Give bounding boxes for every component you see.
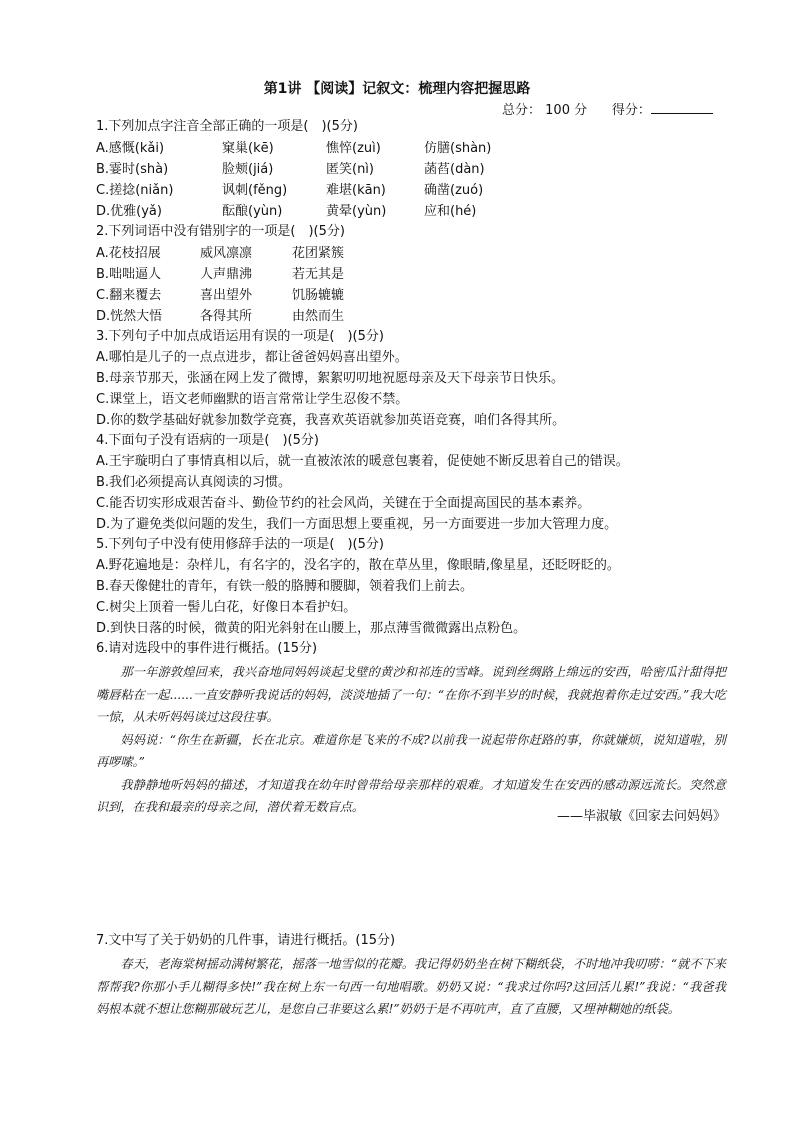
q1-row-b-3: 匿笑(nì) — [326, 162, 374, 177]
q4-option-d: D.为了避免类似问题的发生，我们一方面思想上要重视，另一方面要进一步加大管理力度。 — [96, 517, 618, 532]
q2-row-a-3: 花团紧簇 — [292, 246, 345, 261]
q7-paragraph-1: 春天，老海棠树摇动满树繁花，摇落一地雪似的花瓣。我记得奶奶坐在树下糊纸袋，不时地冲我叨唠：“就不下来帮帮我?你那小手儿糊得多快!”我在树上东一句西一句地唱歌。奶奶又说：“我求过你吗?这回活儿累!”我说：“我爸我妈根本就不想让您糊那破玩艺儿，是您自己非要这么累!”奶奶于是不再吭声，直了直腰，又埋神糊她的纸袋。 — [96, 957, 726, 1016]
q1-row-c-2: 讽刺(fěng) — [222, 183, 288, 198]
q3-option-c: C.课堂上，语文老师幽默的语言常常让学生忍俊不禁。 — [96, 392, 409, 407]
q6-paragraph-1: 那一年游敦煌回来，我兴奋地同妈妈谈起戈壁的黄沙和祁连的雪峰。说到丝绸路上绵远的安西，哈密瓜汁甜得把嘴唇粘在一起......一直安静听我说话的妈妈，淡淡地插了一句：“在你不到半岁的时候，我就抱着你走过安西。”我大吃一惊，从未听妈妈谈过这段往事。 — [96, 665, 726, 724]
q1-stem: 1.下列加点字注音全部正确的一项是( )(5分) — [96, 119, 358, 134]
score-label: 得分： — [611, 103, 651, 118]
q7-passage — [96, 953, 726, 1021]
q2-row-d-2: 各得其所 — [200, 309, 253, 324]
q1-row-c-1: C.搓捻(niǎn) — [96, 183, 174, 198]
score-blank[interactable] — [651, 101, 713, 114]
q1-row-b-1: B.霎时(shà) — [96, 162, 169, 177]
q6-passage — [96, 661, 726, 819]
q4-option-b: B.我们必须提高认真阅读的习惯。 — [96, 475, 292, 490]
q1-row-b-2: 脸颊(jiá) — [222, 162, 274, 177]
q2-row-b-1: B.咄咄逼人 — [96, 267, 162, 282]
q2-row-c-1: C.翻来覆去 — [96, 288, 162, 303]
q4-stem: 4.下面句子没有语病的一项是( )(5分) — [96, 433, 319, 448]
q7-stem: 7.文中写了关于奶奶的几件事，请进行概括。(15分) — [96, 933, 396, 948]
q6-paragraph-2: 妈妈说：“你生在新疆，长在北京。难道你是飞来的不成?以前我一说起带你赶路的事，你就嫌烦，说知道啦，别再啰嗦。” — [96, 732, 726, 769]
q6-stem: 6.请对选段中的事件进行概括。(15分) — [96, 641, 318, 656]
q1-row-d-3: 黄晕(yùn) — [326, 204, 387, 219]
q5-option-d: D.到快日落的时候，微黄的阳光斜射在山腰上，那点薄雪微微露出点粉色。 — [96, 621, 527, 636]
q2-row-a-2: 威风凛凛 — [200, 246, 253, 261]
total-label: 总分： — [502, 103, 542, 118]
q1-row-a-4: 仿膳(shàn) — [424, 141, 492, 156]
q6-paragraph-3: 我静静地听妈妈的描述，才知道我在幼年时曾带给母亲那样的艰难。才知道发生在安西的感动源远流长。突然意识到，在我和最亲的母亲之间，潜伏着无数盲点。 — [96, 777, 726, 814]
q5-option-a: A.野花遍地是：杂样儿，有名字的，没名字的，散在草丛里，像眼睛,像星星，还眨呀眨的。 — [96, 558, 620, 573]
q2-row-a-1: A.花枝招展 — [96, 246, 161, 261]
q1-row-d-4: 应和(hé) — [424, 204, 477, 219]
q1-row-a-2: 窠巢(kē) — [222, 141, 274, 156]
q2-row-c-3: 饥肠辘辘 — [292, 288, 345, 303]
q1-row-c-4: 确凿(zuó) — [424, 183, 484, 198]
q2-stem: 2.下列词语中没有错别字的一项是( )(5分) — [96, 224, 345, 239]
q4-option-c: C.能否切实形成艰苦奋斗、勤俭节约的社会风尚，关键在于全面提高国民的基本素养。 — [96, 496, 591, 511]
q5-option-b: B.春天像健壮的青年，有铁一般的胳膊和腰脚，领着我们上前去。 — [96, 579, 474, 594]
q1-row-d-2: 酝酿(yùn) — [222, 204, 283, 219]
q2-row-d-1: D.恍然大悟 — [96, 309, 163, 324]
total-value: 100 分 — [545, 103, 588, 118]
q2-row-b-2: 人声鼎沸 — [200, 267, 253, 282]
q1-row-d-1: D.优雅(yǎ) — [96, 204, 162, 219]
q3-option-d: D.你的数学基础好就参加数学竞赛，我喜欢英语就参加英语竞赛，咱们各得其所。 — [96, 413, 566, 428]
q1-row-c-3: 难堪(kān) — [326, 183, 386, 198]
q5-stem: 5.下列句子中没有使用修辞手法的一项是( )(5分) — [96, 537, 384, 552]
page-title: 第1讲 【阅读】记叙文：梳理内容把握思路 — [263, 81, 531, 97]
q5-option-c: C.树尖上顶着一髻儿白花，好像日本看护妇。 — [96, 600, 357, 615]
q6-source: ——毕淑敏《回家去问妈妈》 — [556, 809, 726, 824]
q3-option-a: A.哪怕是儿子的一点点进步，都让爸爸妈妈喜出望外。 — [96, 350, 408, 365]
q3-stem: 3.下列句子中加点成语运用有误的一项是( )(5分) — [96, 329, 384, 344]
q3-option-b: B.母亲节那天，张涵在网上发了微博，絮絮叨叨地祝愿母亲及天下母亲节日快乐。 — [96, 371, 565, 386]
q1-row-a-1: A.感慨(kǎi) — [96, 141, 165, 156]
q1-row-a-3: 憔悴(zuì) — [326, 141, 381, 156]
q2-row-c-2: 喜出望外 — [200, 288, 253, 303]
q2-row-d-3: 由然而生 — [292, 309, 345, 324]
q1-row-b-4: 菡萏(dàn) — [424, 162, 485, 177]
q2-row-b-3: 若无其是 — [292, 267, 345, 282]
score-line — [502, 99, 713, 118]
q4-option-a: A.王宇璇明白了事情真相以后，就一直被浓浓的暖意包裹着，促使她不断反思着自己的错误。 — [96, 454, 629, 469]
